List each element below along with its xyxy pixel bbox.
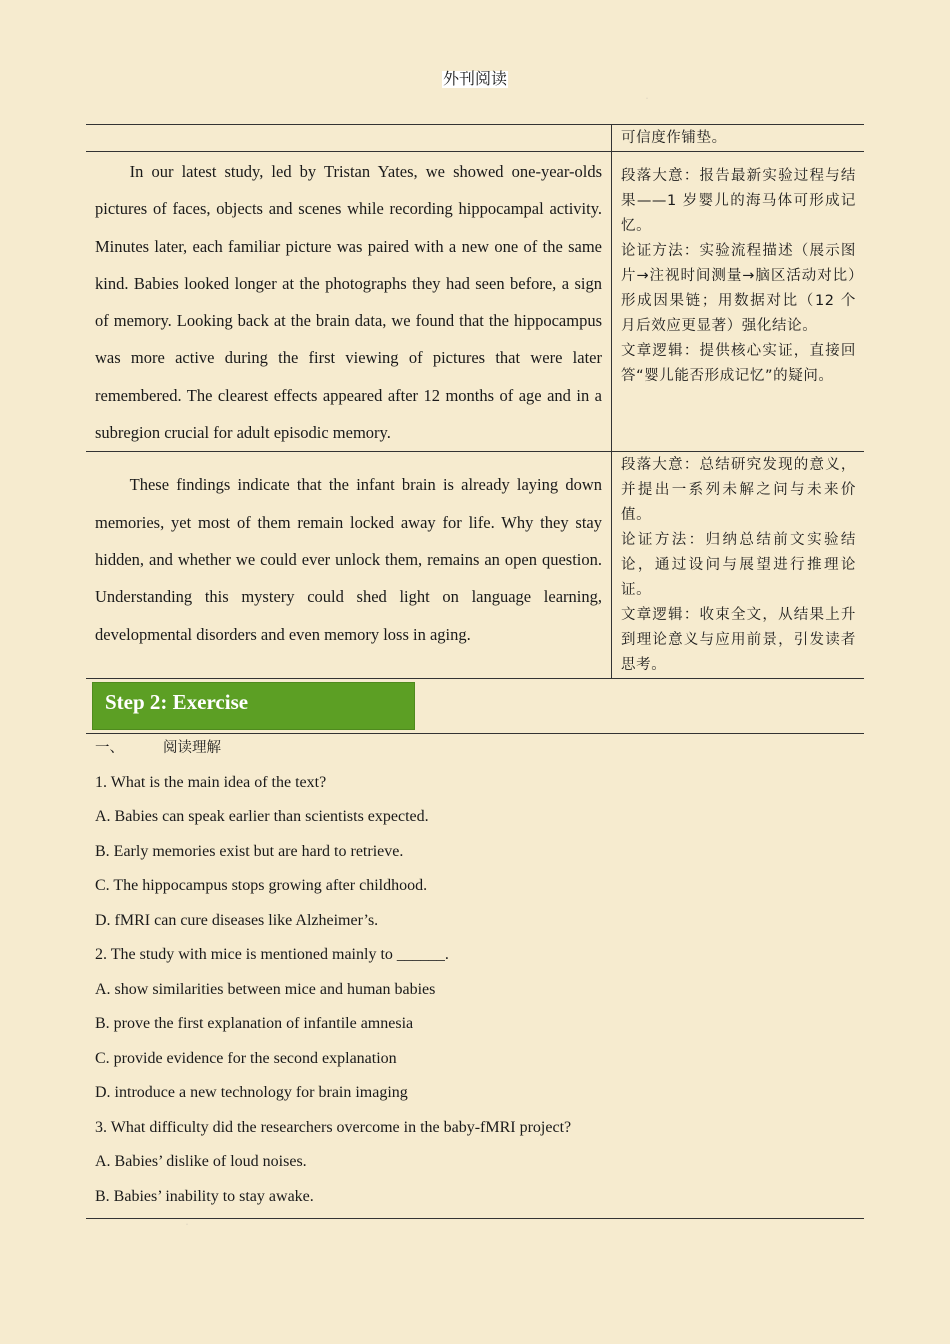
answer-option: B. Babies’ inability to stay awake. xyxy=(95,1187,314,1205)
divider xyxy=(86,733,864,734)
answer-option: D. introduce a new technology for brain imaging xyxy=(95,1084,408,1101)
table-cell-note xyxy=(612,452,865,679)
table-cell-english xyxy=(86,152,612,452)
answer-option: B. Early memories exist but are hard to retrieve. xyxy=(95,842,404,860)
exercise-section xyxy=(95,737,855,1220)
note-argument-method: 论证方法：归纳总结前文实验结论，通过设问与展望进行推理论证。 xyxy=(621,532,856,599)
page-header-title: 外刊阅读 xyxy=(442,71,507,88)
note-logic: 文章逻辑：提供核心实证，直接回答“婴儿能否形成记忆”的疑问。 xyxy=(621,343,856,384)
question-stem: 2. The study with mice is mentioned mainly to ______. xyxy=(95,946,449,963)
step-banner xyxy=(92,682,415,730)
passage-analysis-table xyxy=(86,124,864,679)
note-text: 可信度作铺垫。 xyxy=(621,130,727,146)
section-title: 阅读理解 xyxy=(163,740,221,756)
decorative-dot: · xyxy=(646,96,648,102)
note-main-idea: 段落大意：报告最新实验过程与结果——1 岁婴儿的海马体可形成记忆。 xyxy=(621,168,856,234)
section-number: 一、 xyxy=(95,740,124,756)
table-row xyxy=(86,125,864,152)
table-row xyxy=(86,452,864,679)
note-logic: 文章逻辑：收束全文，从结果上升到理论意义与应用前景，引发读者思考。 xyxy=(621,607,856,674)
table-cell-note xyxy=(612,125,865,152)
note-argument-method: 论证方法：实验流程描述（展示图片→注视时间测量→脑区活动对比）形成因果链；用数据对比（12 个月后效应更显著）强化结论。 xyxy=(621,243,856,334)
question-stem: 1. What is the main idea of the text? xyxy=(95,773,327,791)
note-main-idea: 段落大意：总结研究发现的意义，并提出一系列未解之问与未来价值。 xyxy=(621,457,856,524)
table-cell-empty xyxy=(86,125,612,152)
section-heading xyxy=(95,737,855,772)
table-cell-note xyxy=(612,152,865,452)
english-paragraph: These findings indicate that the infant brain is already laying down memories, yet most of them remain locked away for life. Why they stay hidden, and whether we could ever unlock them, remains an open question. Understanding this mystery could shed light on language learning, developmental disorders and even memory loss in aging. xyxy=(95,475,602,644)
table-row xyxy=(86,152,864,452)
answer-option: C. provide evidence for the second explanation xyxy=(95,1049,397,1067)
footer-divider xyxy=(86,1218,864,1219)
answer-option: B. prove the first explanation of infantile amnesia xyxy=(95,1015,414,1032)
english-paragraph: In our latest study, led by Tristan Yates, we showed one-year-olds pictures of faces, objects and scenes while recording hippocampal activity. Minutes later, each familiar picture was paired with a new one of the same kind. Babies looked longer at the photographs they had seen before, a sign of memory. Looking back at the brain data, we found that the hippocampus was more active during the first viewing of pictures that were later remembered. The clearest effects appeared after 12 months of age and in a subregion crucial for adult episodic memory. xyxy=(95,162,602,443)
answer-option: A. show similarities between mice and human babies xyxy=(95,980,436,998)
answer-option: C. The hippocampus stops growing after childhood. xyxy=(95,877,428,894)
step-title: Step 2: Exercise xyxy=(105,690,249,714)
question-stem: 3. What difficulty did the researchers overcome in the baby-fMRI project? xyxy=(95,1118,572,1136)
answer-option: D. fMRI can cure diseases like Alzheimer’s. xyxy=(95,911,379,929)
table-cell-english xyxy=(86,452,612,679)
answer-option: A. Babies can speak earlier than scientists expected. xyxy=(95,808,429,825)
answer-option: A. Babies’ dislike of loud noises. xyxy=(95,1153,307,1170)
decorative-dot: · xyxy=(186,1222,188,1228)
